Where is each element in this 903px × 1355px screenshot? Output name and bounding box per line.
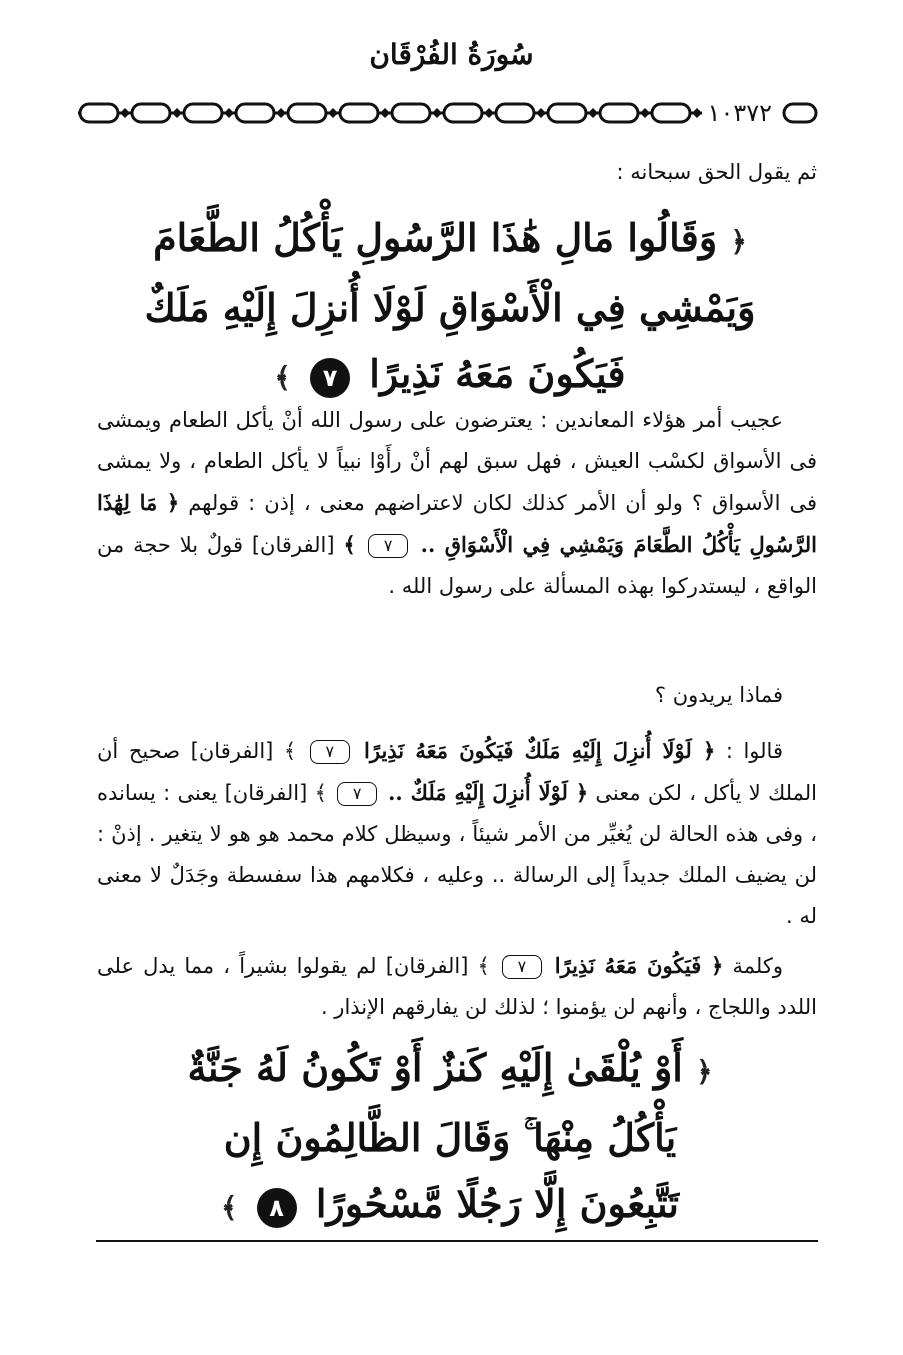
quran-quote: ﴿ لَوْلَا أُنزِلَ إِلَيْهِ مَلَكٌ .. [380, 780, 589, 805]
chain-diamond [172, 108, 182, 118]
page-number: ١٠٣٧٢ [702, 96, 778, 130]
footer-divider [96, 1240, 818, 1242]
decorative-header-band [78, 96, 818, 130]
chain-link [132, 104, 170, 122]
verse-line-2: وَيَمْشِي فِي الْأَسْوَاقِ لَوْلَا أُنزِلَ إِلَيْهِ مَلَكٌ [144, 285, 756, 330]
quran-quote: ﴿ فَيَكُونَ مَعَهُ نَذِيرًا [544, 953, 724, 978]
chain-diamond [224, 108, 234, 118]
verse-ref-number: ٧ [368, 534, 408, 558]
verse-line-1 [80, 205, 820, 275]
chain-diamond [328, 108, 338, 118]
verse-text: أَوْ يُلْقَىٰ إِلَيْهِ كَنزٌ أَوْ تَكُونُ لَهُ جَنَّةٌ [187, 1045, 683, 1090]
chain-link [236, 104, 274, 122]
chain-link [652, 104, 690, 122]
chain-link [184, 104, 222, 122]
chain-diamond [276, 108, 286, 118]
verse-close-ornament-icon: ﴾ [274, 361, 291, 394]
chain-diamond [484, 108, 494, 118]
verse-ref-number: ٧ [337, 782, 377, 806]
chain-link [340, 104, 378, 122]
paragraph-text: عجيب أمر هؤلاء المعاندين : يعترضون على رسول الله أنْ يأكل الطعام ويمشى فى الأسواق لكسْب العيش ، فهل سبق لهم أنْ رأَوْا نبياً لا يأكل الطعام ، ولا يمشى فى الأسواق ؟ ولو أن الأمر كذلك لكان لاعتراضهم معنى ، إذن : قولهم [97, 408, 817, 515]
quran-verse-7 [80, 205, 820, 411]
paragraph-text: وكلمة [723, 954, 783, 978]
chain-diamond [432, 108, 442, 118]
paragraph-text: ﴾ [الفرقان] لم يقولوا بشيراً ، مما يدل على اللدد واللجاج ، وأنهم لن يؤمنوا ؛ لذلك لن يفارقهم الإنذار . [97, 954, 817, 1019]
chain-link [600, 104, 638, 122]
chain-diamond [640, 108, 650, 118]
paragraph-text: [الفرقان] قولٌ بلا حجة من الواقع ، ليستدركوا بهذه المسألة على رسول الله . [97, 533, 817, 598]
chain-diamond [120, 108, 130, 118]
commentary-paragraph [97, 730, 817, 937]
chain-link [80, 104, 118, 122]
ayah-number-badge: ٨ [257, 1188, 297, 1228]
verse-text: تَتَّبِعُونَ إِلَّا رَجُلًا مَّسْحُورًا [315, 1181, 679, 1226]
verse-close-ornament-icon: ﴾ [220, 1191, 238, 1224]
verse-line-1 [80, 1035, 820, 1105]
chain-diamond [588, 108, 598, 118]
verse-open-ornament-icon: ﴿ [696, 1055, 713, 1088]
quote-close-ornament: ﴾ [343, 532, 366, 557]
chain-diamond [380, 108, 390, 118]
ayah-number-badge: ٧ [310, 358, 350, 398]
intro-line: ثم يقول الحق سبحانه : [616, 160, 817, 184]
verse-ref-number: ٧ [502, 955, 542, 979]
chain-link [288, 104, 326, 122]
verse-line-2: يَأْكُلُ مِنْهَا ۚ وَقَالَ الظَّالِمُونَ إِن [223, 1115, 677, 1160]
surah-title: سُورَةُ الفُرْقَان [369, 38, 534, 71]
chain-diamond [692, 108, 702, 118]
verse-text: فَيَكُونَ مَعَهُ نَذِيرًا [369, 351, 626, 396]
quran-verse-8 [80, 1035, 820, 1241]
chain-diamond [536, 108, 546, 118]
quran-quote: ﴿ لَوْلَا أُنزِلَ إِلَيْهِ مَلَكٌ فَيَكُونَ مَعَهُ نَذِيرًا [352, 738, 716, 763]
paragraph-text: قالوا : [715, 739, 783, 763]
verse-text: وَقَالُوا مَالِ هَٰذَا الرَّسُولِ يَأْكُلُ الطَّعَامَ [153, 215, 718, 260]
commentary-paragraph [97, 400, 817, 607]
verse-open-ornament-icon: ﴿ [730, 225, 747, 258]
commentary-paragraph [97, 675, 817, 716]
commentary-paragraph [97, 945, 817, 1028]
chain-link [444, 104, 482, 122]
paragraph-text: فماذا يريدون ؟ [654, 683, 783, 707]
chain-link [392, 104, 430, 122]
paragraph-text: ﴾ [الفرقان] صحيح أن الملك لا يأكل ، لكن معنى [97, 739, 817, 805]
verse-line-3 [80, 1171, 820, 1241]
chain-link [784, 104, 816, 122]
paragraph-text: ﴾ [الفرقان] يعنى : يسانده ، وفى هذه الحالة لن يُغيِّر من الأمر شيئاً ، وسيظل كلام محمد هو هو لا يتغير . إذنْ : لن يضيف الملك جديداً إلى الرسالة .. وعليه ، فكلامهم هذا سفسطة وجَدَلٌ لا معنى له . [97, 781, 817, 928]
verse-ref-number: ٧ [310, 740, 350, 764]
quran-quote: ﴿ مَا لِهَٰذَا الرَّسُولِ يَأْكُلُ الطَّعَامَ وَيَمْشِي فِي الْأَسْوَاقِ .. [97, 490, 817, 557]
chain-link [548, 104, 586, 122]
chain-link [496, 104, 534, 122]
